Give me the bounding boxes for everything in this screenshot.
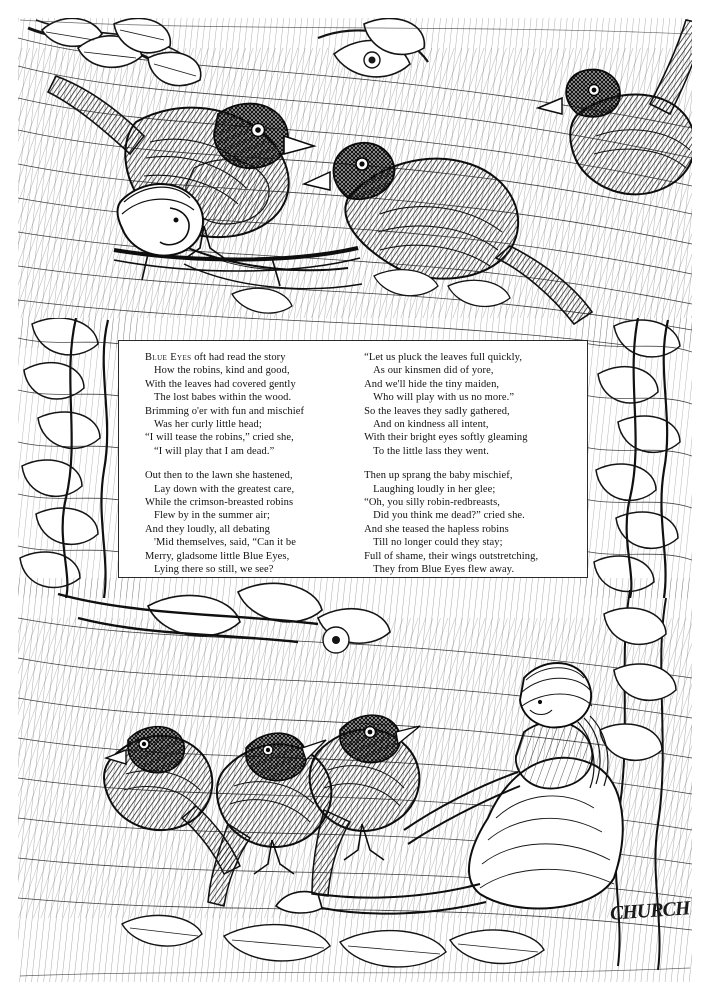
- poem-line: Then up sprang the baby mischief,: [364, 470, 513, 482]
- poem-line: Was her curly little head;: [154, 419, 262, 431]
- poem-line: Lay down with the greatest care,: [154, 483, 295, 495]
- poem-line: Flew by in the summer air;: [154, 510, 271, 522]
- poem-line: 'Mid themselves, said, “Can it be: [154, 537, 296, 549]
- poem-column-left: [131, 351, 348, 576]
- poem-line: And we'll hide the tiny maiden,: [364, 378, 500, 390]
- poem-line: Full of shame, their wings outstretching,: [364, 550, 539, 562]
- poem-line: Brimming o'er with fun and mischief: [145, 405, 305, 417]
- poem-line: The lost babes within the wood.: [154, 392, 292, 404]
- poem-line: With their bright eyes softly gleaming: [364, 432, 528, 444]
- poem-line: While the crimson-breasted robins: [145, 497, 294, 509]
- stanza-4: [364, 469, 575, 576]
- poem-column-right: [358, 351, 575, 576]
- poem-line: And on kindness all intent,: [373, 419, 489, 431]
- poem-line: “Oh, you silly robin-redbreasts,: [364, 497, 500, 509]
- poem-line: Blue Eyes oft had read the story: [145, 352, 286, 363]
- artist-signature: CHURCH: [609, 897, 691, 925]
- stanza-1: [145, 351, 348, 458]
- poem-line: So the leaves they sadly gathered,: [364, 405, 510, 417]
- poem-line: “I will play that I am dead.”: [154, 445, 275, 457]
- top-scene-birds: [18, 18, 692, 354]
- poem-line: Who will play with us no more.”: [373, 392, 515, 404]
- poem-line: With the leaves had covered gently: [145, 378, 296, 390]
- stanza-3: [364, 351, 575, 458]
- poem-line: To the little lass they went.: [373, 445, 489, 457]
- right-foliage-border: [580, 318, 692, 598]
- poem-line: Laughing loudly in her glee;: [373, 483, 496, 495]
- poem-line: Merry, gladsome little Blue Eyes,: [145, 550, 290, 562]
- poem-line: As our kinsmen did of yore,: [373, 365, 494, 377]
- poem-line: Till no longer could they stay;: [373, 537, 503, 549]
- poem-line: They from Blue Eyes flew away.: [373, 564, 515, 576]
- poem-line: And they loudly, all debating: [145, 523, 270, 535]
- poem-line: And she teased the hapless robins: [364, 523, 509, 535]
- poem-line: “I will tease the robins,” cried she,: [145, 432, 294, 444]
- poem-line: Did you think me dead?” cried she.: [373, 510, 525, 522]
- poem-line: Out then to the lawn she hastened,: [145, 470, 293, 482]
- bottom-scene-girl-and-robins: [18, 578, 692, 982]
- poem-line: Lying there so still, we see?: [154, 564, 274, 576]
- poem-text-panel: [118, 340, 588, 578]
- stanza-2: [145, 469, 348, 576]
- poem-line: How the robins, kind and good,: [154, 365, 290, 377]
- poem-line: “Let us pluck the leaves full quickly,: [364, 352, 523, 363]
